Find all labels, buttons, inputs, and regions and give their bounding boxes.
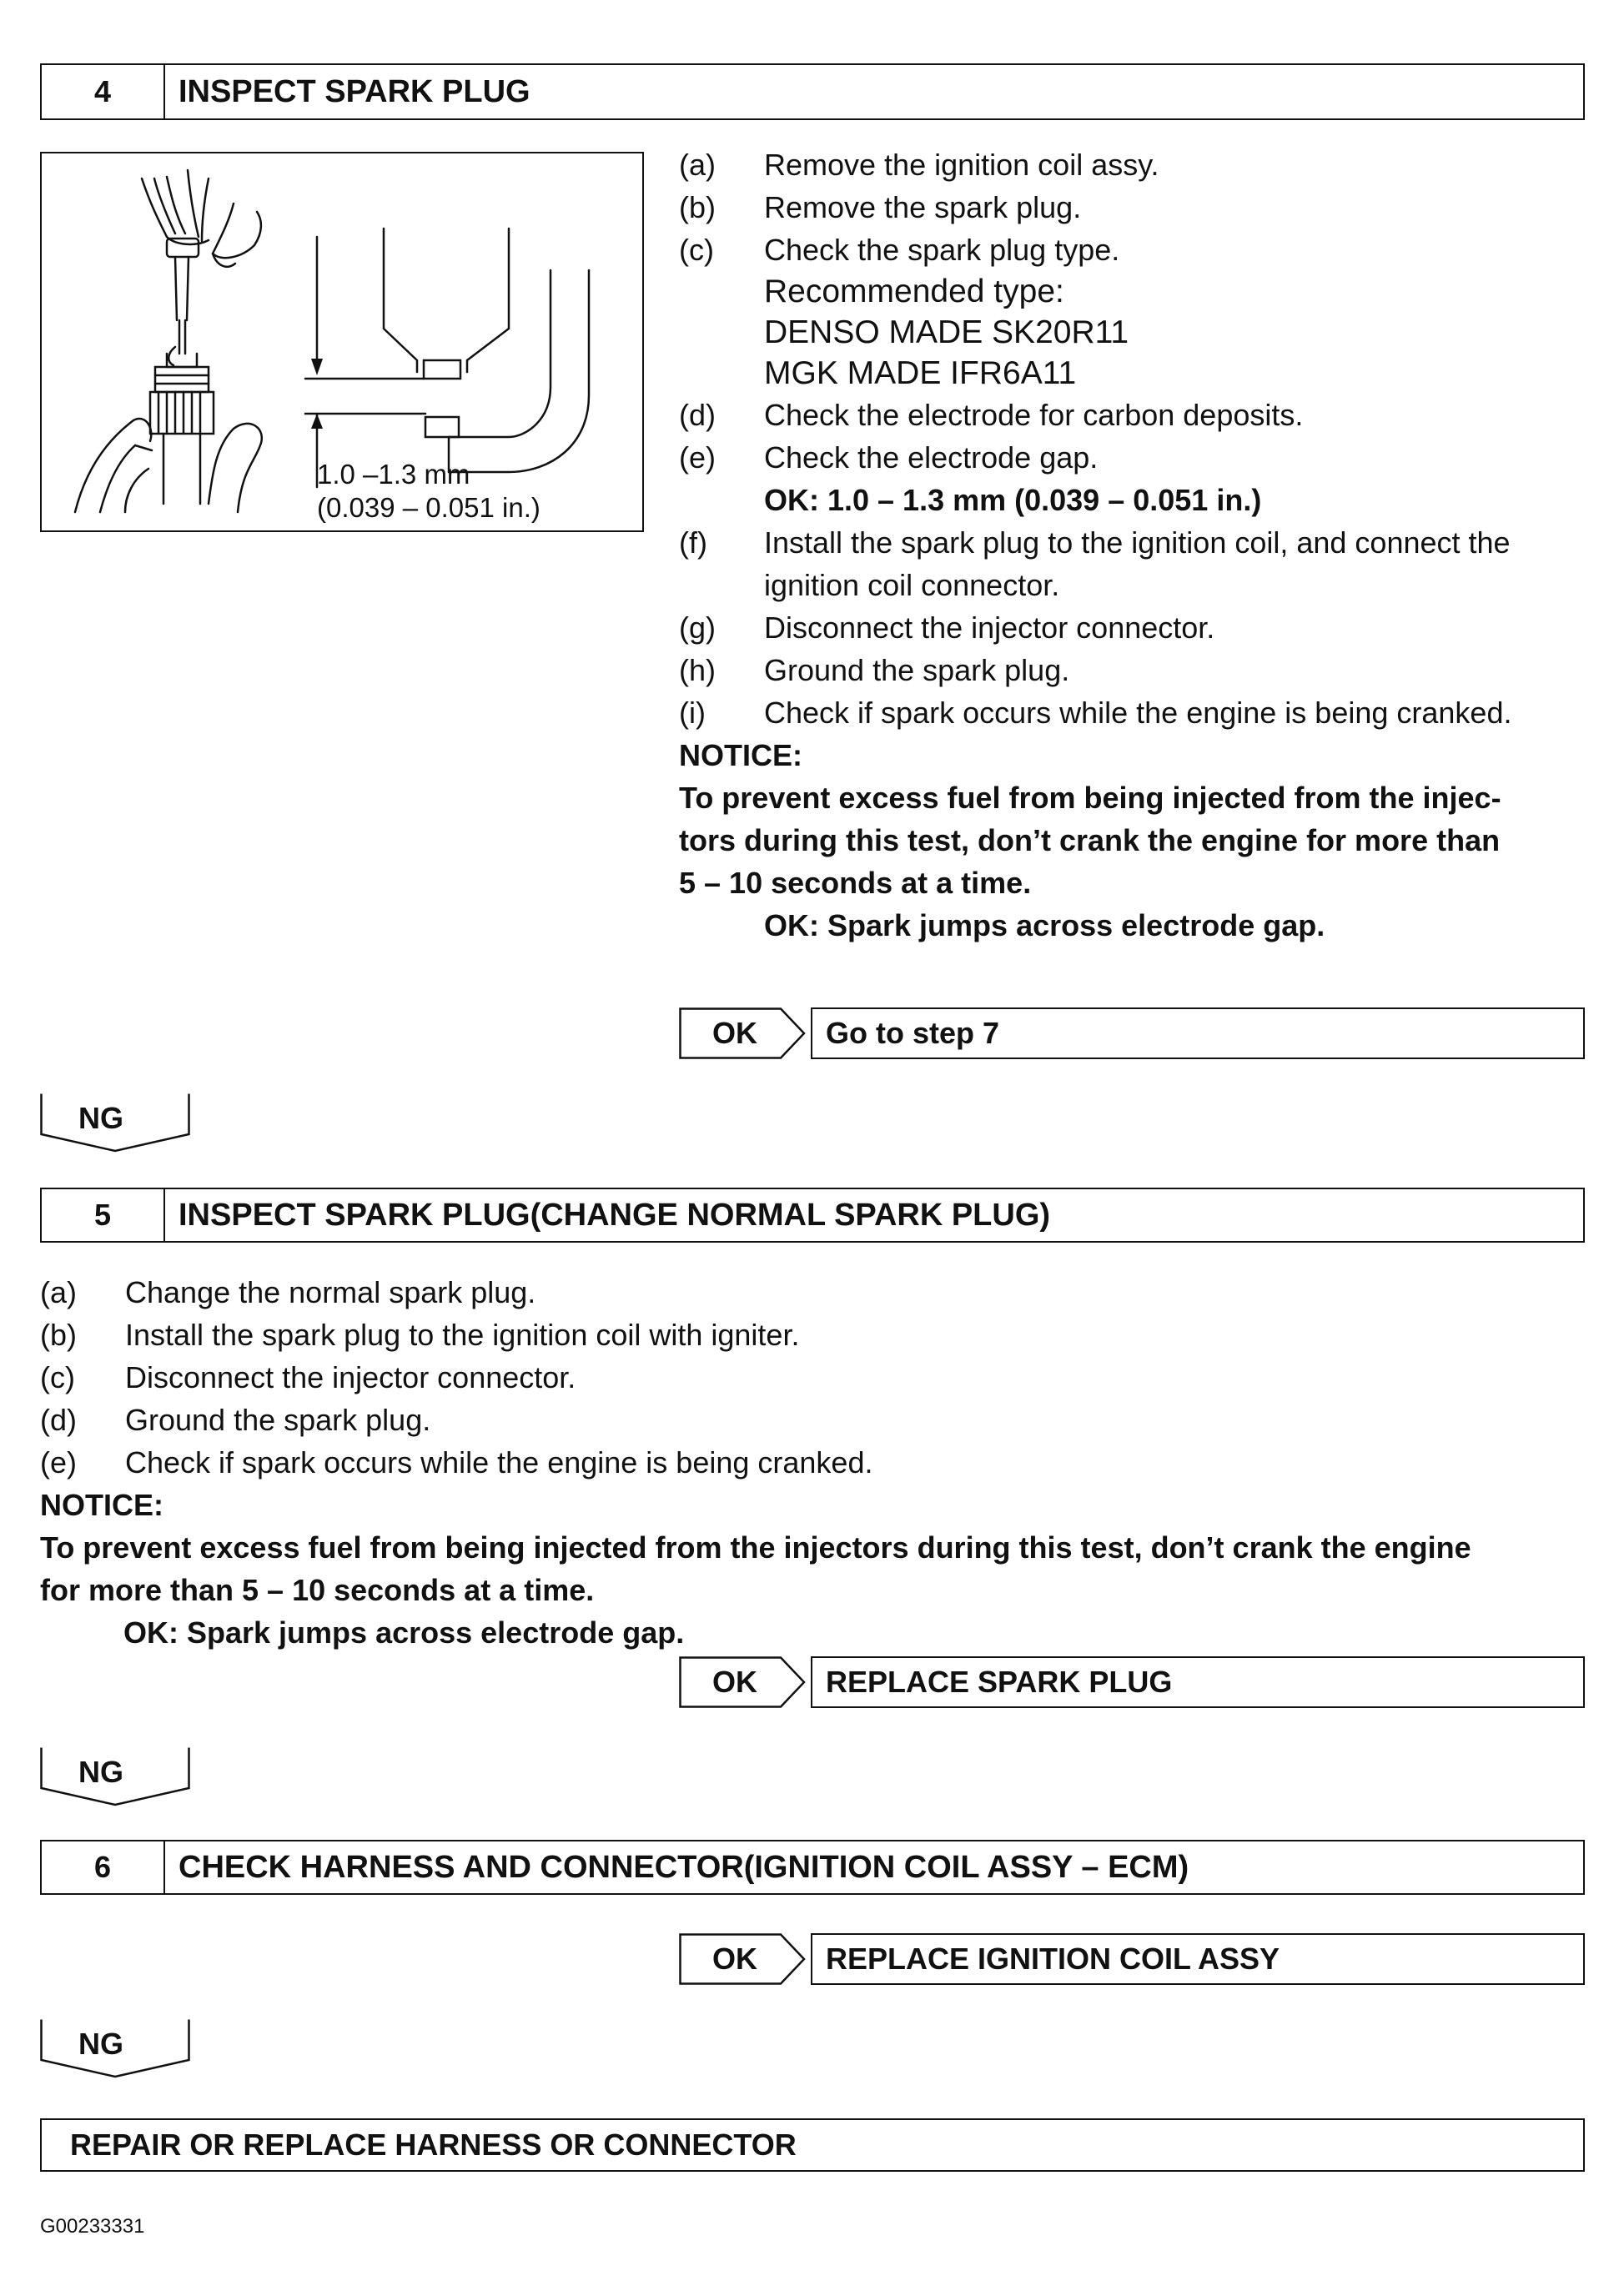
step5-ng-tag [40, 1746, 190, 1806]
ok-gap-spec: OK: 1.0 – 1.3 mm (0.039 – 0.051 in.) [764, 483, 1262, 517]
ok-spark-criterion: OK: Spark jumps across electrode gap. [123, 1615, 685, 1650]
ng-label: NG [78, 1101, 123, 1135]
final-action-box[interactable] [40, 2118, 1585, 2172]
recommended-denso: DENSO MADE SK20R11 [764, 314, 1129, 350]
item-label: (c) [679, 233, 714, 267]
notice-line: for more than 5 – 10 seconds at a time. [40, 1573, 595, 1607]
list-item [679, 521, 1588, 564]
ok-result-go-to-step-7[interactable]: Go to step 7 [811, 1007, 1585, 1059]
final-action-title: REPAIR OR REPLACE HARNESS OR CONNECTOR [70, 2128, 797, 2162]
item-label: (a) [679, 148, 716, 182]
list-item [679, 229, 1588, 271]
item-label: (b) [40, 1318, 77, 1352]
step6-ok-row [679, 1933, 1585, 1985]
list-item [679, 649, 1588, 691]
notice-label: NOTICE: [40, 1488, 163, 1522]
item-label: (f) [679, 525, 707, 560]
step4-ok-row [679, 1007, 1585, 1059]
notice-line: tors during this test, don’t crank the engine for more than [679, 823, 1501, 857]
ok-label: OK [712, 1665, 757, 1699]
step5-instructions [40, 1271, 1591, 1654]
spark-plug-gap-figure [40, 152, 644, 532]
item-label: (i) [679, 696, 706, 730]
step6-title: CHECK HARNESS AND CONNECTOR(IGNITION COIL ASSY – ECM) [178, 1849, 1189, 1885]
item-label: (a) [40, 1275, 77, 1309]
list-item [679, 606, 1588, 649]
item-label: (e) [679, 440, 716, 475]
step4-instructions [679, 143, 1588, 947]
step4-header [40, 63, 1585, 120]
notice-line: To prevent excess fuel from being injected from the injectors during this test, don’t crank the engine [40, 1530, 1471, 1565]
recommended-type [679, 271, 1588, 394]
list-item [40, 1399, 1591, 1441]
item-text: Check the spark plug type. [764, 233, 1120, 267]
ng-label: NG [78, 2027, 123, 2061]
recommended-label: Recommended type: [764, 274, 1064, 309]
step4-ng-tag [40, 1093, 190, 1153]
step5-title: INSPECT SPARK PLUG(CHANGE NORMAL SPARK PLUG) [178, 1197, 1051, 1233]
notice-line: 5 – 10 seconds at a time. [679, 866, 1032, 900]
ok-result-replace-spark-plug[interactable]: REPLACE SPARK PLUG [811, 1656, 1585, 1708]
ok-tag [679, 1656, 806, 1708]
item-text: Check if spark occurs while the engine is being cranked. [764, 696, 1512, 730]
list-item [679, 186, 1588, 229]
list-item [40, 1356, 1591, 1399]
item-text: Ground the spark plug. [764, 653, 1070, 687]
item-text: Change the normal spark plug. [125, 1275, 536, 1309]
list-item [40, 1271, 1591, 1314]
list-item [40, 1441, 1591, 1484]
item-text-continued: ignition coil connector. [764, 568, 1060, 602]
item-text: Ground the spark plug. [125, 1403, 431, 1437]
step4-title: INSPECT SPARK PLUG [178, 73, 530, 109]
ok-spark-criterion: OK: Spark jumps across electrode gap. [764, 908, 1325, 942]
step6-header [40, 1840, 1585, 1895]
item-label: (d) [679, 398, 716, 432]
item-text: Install the spark plug to the ignition coil, and connect the [764, 525, 1511, 560]
ok-label: OK [712, 1942, 757, 1976]
item-label: (b) [679, 190, 716, 224]
item-text: Remove the spark plug. [764, 190, 1082, 224]
figure-code: G00233331 [40, 2215, 145, 2238]
ok-tag [679, 1007, 806, 1059]
list-item [679, 436, 1588, 479]
item-label: (c) [40, 1360, 75, 1394]
step5-number: 5 [42, 1189, 165, 1241]
item-text: Install the spark plug to the ignition coil with igniter. [125, 1318, 800, 1352]
item-text: Disconnect the injector connector. [125, 1360, 576, 1394]
step6-number: 6 [42, 1841, 165, 1893]
item-text: Disconnect the injector connector. [764, 610, 1215, 645]
ok-label: OK [712, 1016, 757, 1050]
step4-number: 4 [42, 65, 165, 118]
item-text: Check if spark occurs while the engine is being cranked. [125, 1445, 873, 1480]
item-label: (h) [679, 653, 716, 687]
item-label: (g) [679, 610, 716, 645]
list-item [40, 1314, 1591, 1356]
item-text: Check the electrode for carbon deposits. [764, 398, 1304, 432]
recommended-mgk: MGK MADE IFR6A11 [764, 355, 1077, 391]
notice-label: NOTICE: [679, 738, 802, 772]
step5-header [40, 1188, 1585, 1243]
item-text: Check the electrode gap. [764, 440, 1099, 475]
spark-plug-illustration [42, 153, 642, 530]
ok-result-replace-ignition-coil[interactable]: REPLACE IGNITION COIL ASSY [811, 1933, 1585, 1985]
notice-line: To prevent excess fuel from being injected from the injec- [679, 781, 1501, 815]
step6-ng-tag [40, 2018, 190, 2078]
ok-tag [679, 1933, 806, 1985]
step5-ok-row [679, 1656, 1585, 1708]
item-label: (e) [40, 1445, 77, 1480]
item-text: Remove the ignition coil assy. [764, 148, 1159, 182]
list-item [679, 691, 1588, 734]
item-label: (d) [40, 1403, 77, 1437]
gap-label-mm: 1.0 –1.3 mm [317, 459, 470, 490]
gap-label-in: (0.039 – 0.051 in.) [317, 492, 541, 523]
ng-label: NG [78, 1755, 123, 1789]
list-item [679, 143, 1588, 186]
list-item [679, 394, 1588, 436]
